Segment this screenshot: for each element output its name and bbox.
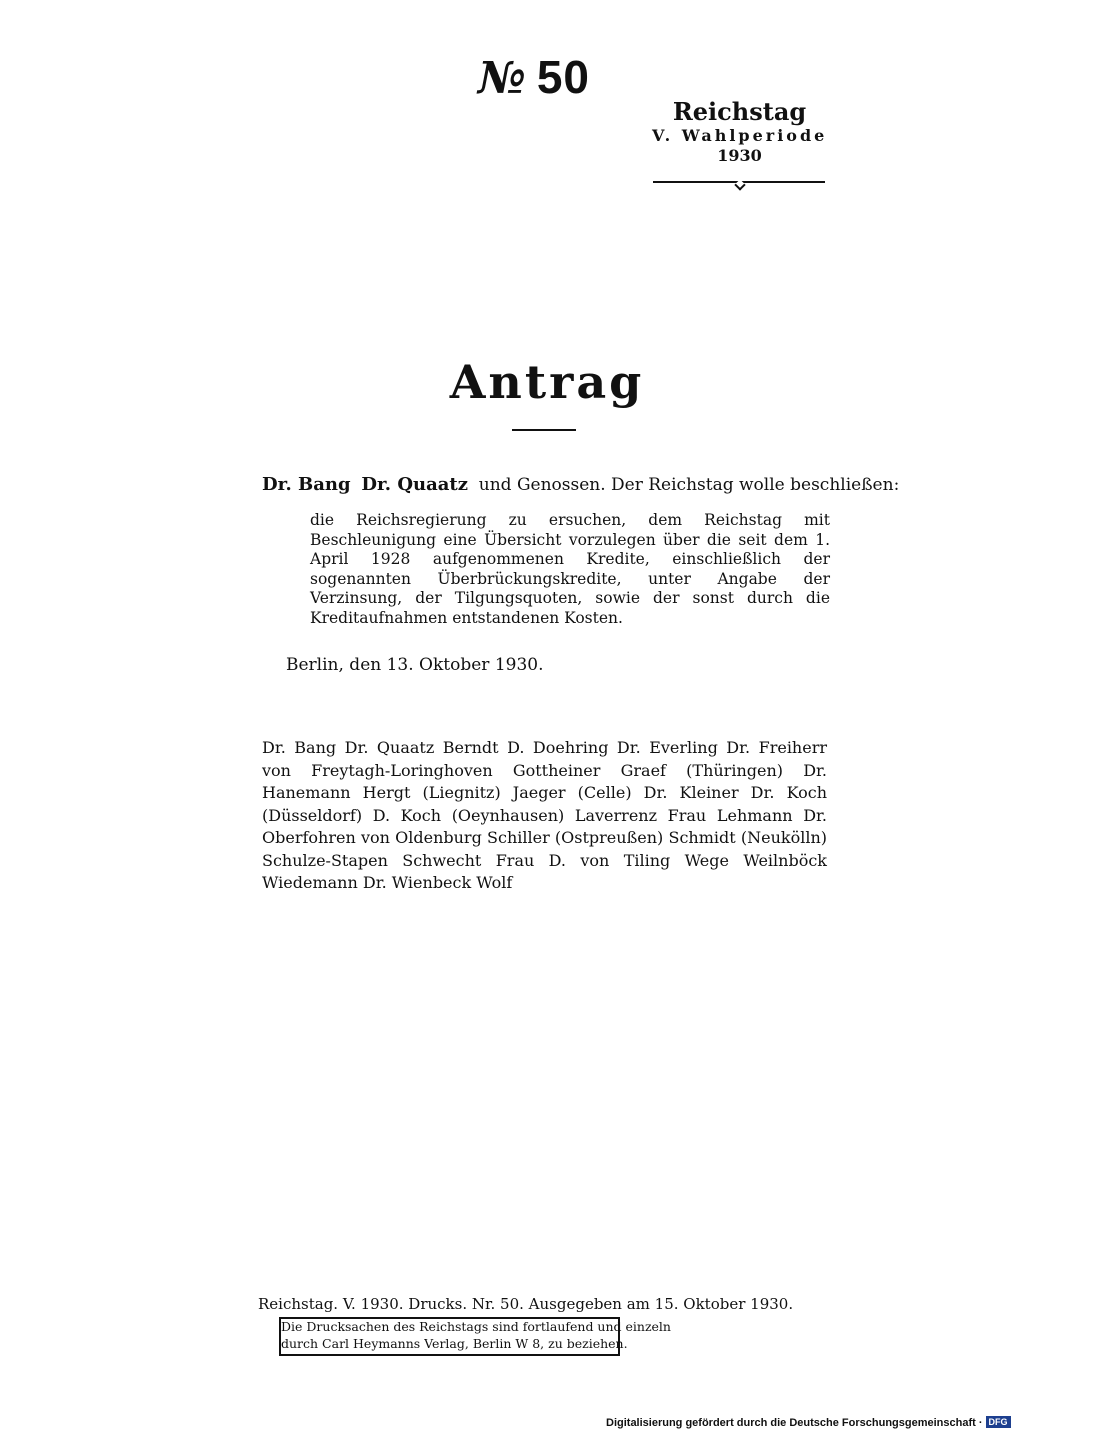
- motion-body: die Reichsregierung zu ersuchen, dem Reichstag mit Beschleunigung eine Übersicht vorzulegen über die seit dem 1. April 1928 aufgenommenen Kredite, einschließlich der sogenannten Überbrückungskredite, unter Angabe der Verzinsung, der Tilgungsquoten, sowie der sonst durch die Kreditaufnahmen entstandenen Kosten.: [310, 511, 830, 627]
- number-sign: №: [478, 53, 527, 104]
- signatories: Dr. Bang Dr. Quaatz Berndt D. Doehring Dr. Everling Dr. Freiherr von Freytagh-Loringhoven Gottheiner Graef (Thüringen) Dr. Hanemann Hergt (Liegnitz) Jaeger (Celle) Dr. Kleiner Dr. Koch (Düsseldorf) D. Koch (Oeynhausen) Laverrenz Frau Lehmann Dr. Oberfohren von Oldenburg Schiller (Ostpreußen) Schmidt (Neukölln) Schulze-Stapen Schwecht Frau D. von Tiling Wege Weilnböck Wiedemann Dr. Wienbeck Wolf: [262, 738, 827, 892]
- imprint-line: Reichstag. V. 1930. Drucks. Nr. 50. Ausgegeben am 15. Oktober 1930.: [258, 1295, 794, 1313]
- document-number: [478, 50, 590, 104]
- reichstag-header: [652, 98, 827, 166]
- dateline: Berlin, den 13. Oktober 1930.: [286, 655, 544, 675]
- document-title: Antrag: [449, 355, 645, 409]
- period-year: 1930: [717, 146, 762, 165]
- publisher-line-1: Die Drucksachen des Reichstags sind fortlaufend und einzeln: [281, 1319, 671, 1334]
- title-rule: [512, 429, 576, 431]
- motion-intro: [262, 473, 900, 497]
- author-bang: Dr. Bang: [262, 474, 351, 495]
- digitization-footer: Digitalisierung gefördert durch die Deutsche Forschungsgemeinschaft · DFG: [606, 1416, 1011, 1429]
- intro-text: und Genossen. Der Reichstag wolle beschließen:: [478, 475, 900, 495]
- election-period: V. Wahlperiode: [652, 126, 828, 145]
- dfg-logo: DFG: [986, 1416, 1011, 1428]
- reichstag-title: Reichstag: [672, 97, 807, 126]
- author-quaatz: Dr. Quaatz: [361, 474, 468, 495]
- number-value: 50: [536, 51, 590, 103]
- publisher-line-2: durch Carl Heymanns Verlag, Berlin W 8, zu beziehen.: [281, 1335, 628, 1351]
- footer-text: Digitalisierung gefördert durch die Deutsche Forschungsgemeinschaft: [606, 1417, 976, 1429]
- publisher-box: [279, 1317, 671, 1356]
